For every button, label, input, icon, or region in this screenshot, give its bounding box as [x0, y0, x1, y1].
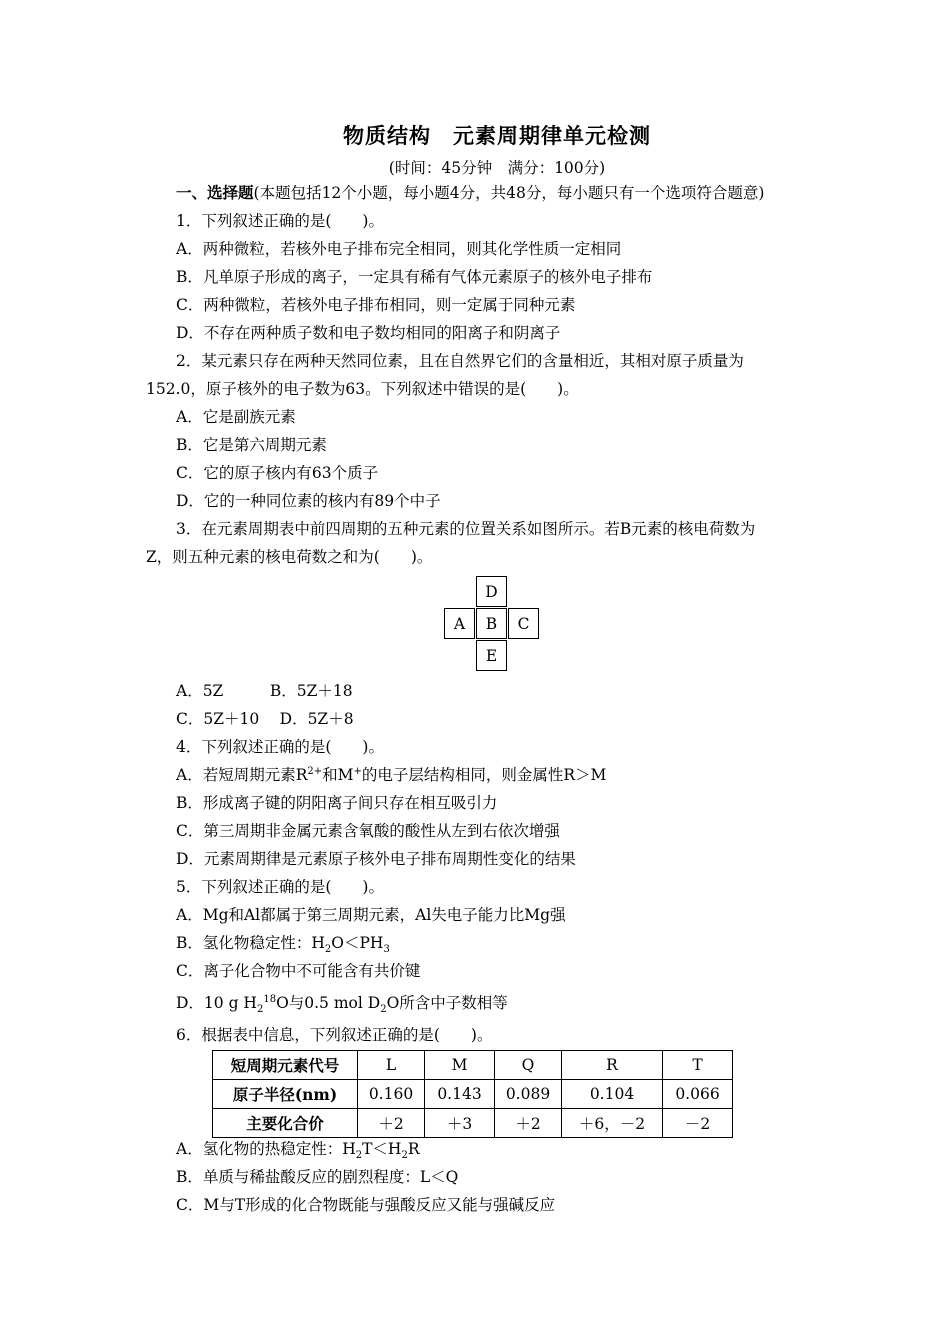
table-row — [213, 1080, 733, 1109]
q1-option-a: A．两种微粒，若核外电子排布完全相同，则其化学性质一定相同 — [176, 240, 622, 258]
element-info-table — [212, 1050, 733, 1138]
q4-option-c: C．第三周期非金属元素含氧酸的酸性从左到右依次增强 — [176, 822, 560, 840]
table-header: T — [663, 1051, 733, 1080]
q5-b-text-mid: O＜PH — [331, 934, 384, 952]
table-header: Q — [495, 1051, 562, 1080]
q1-option-b: B．凡单原子形成的离子，一定具有稀有气体元素原子的核外电子排布 — [176, 268, 653, 286]
q3-stem-line2: Z，则五种元素的核电荷数之和为( )。 — [146, 548, 433, 566]
cell-e: E — [476, 640, 507, 671]
q5-option-d — [176, 993, 508, 1016]
q6-a-text: A．氢化物的热稳定性：H — [176, 1140, 356, 1158]
table-cell: 0.143 — [425, 1080, 495, 1109]
table-header: 短周期元素代号 — [213, 1051, 358, 1080]
section-note: (本题包括12个小题，每小题4分，共48分，每小题只有一个选项符合题意) — [253, 184, 765, 202]
q3-stem-line1: 3．在元素周期表中前四周期的五种元素的位置关系如图所示。若B元素的核电荷数为 — [176, 520, 756, 538]
table-header: R — [562, 1051, 663, 1080]
q2-stem-line1: 2．某元素只存在两种天然同位素，且在自然界它们的含量相近，其相对原子质量为 — [176, 352, 744, 370]
page-title: 物质结构 元素周期律单元检测 — [343, 123, 651, 148]
q2-stem-line2: 152.0，原子核外的电子数为63。下列叙述中错误的是( )。 — [146, 380, 579, 398]
cell-b: B — [476, 608, 507, 639]
table-cell: 主要化合价 — [213, 1109, 358, 1138]
q1-option-c: C．两种微粒，若核外电子排布相同，则一定属于同种元素 — [176, 296, 576, 314]
q1-stem: 1．下列叙述正确的是( )。 — [176, 212, 384, 230]
q6-a-text-end: R — [407, 1140, 420, 1158]
q2-option-d: D．它的一种同位素的核内有89个中子 — [176, 492, 441, 510]
q5-b-text: B．氢化物稳定性：H — [176, 934, 325, 952]
q2-option-a: A．它是副族元素 — [176, 408, 296, 426]
q4-a-text: A．若短周期元素R — [176, 766, 308, 784]
q4-option-d: D．元素周期律是元素原子核外电子排布周期性变化的结果 — [176, 850, 576, 868]
periodic-table-fragment — [444, 576, 540, 672]
q6-option-a — [176, 1139, 420, 1162]
q4-option-a — [176, 765, 606, 785]
q4-a-text-end: 的电子层结构相同，则金属性R＞M — [361, 766, 607, 784]
cell-a: A — [444, 608, 475, 639]
q5-option-c: C．离子化合物中不可能含有共价键 — [176, 962, 421, 980]
table-cell: ＋6，－2 — [562, 1109, 663, 1138]
q6-option-b: B．单质与稀盐酸反应的剧烈程度：L＜Q — [176, 1168, 459, 1186]
q5-d-sub2: 2 — [380, 1004, 387, 1016]
q4-a-charge1: 2+ — [307, 765, 323, 777]
q5-d-text: D．10 g H — [176, 994, 257, 1012]
q4-a-text-mid: 和M — [322, 766, 354, 784]
table-cell: ＋2 — [495, 1109, 562, 1138]
q6-option-c: C．M与T形成的化合物既能与强酸反应又能与强碱反应 — [176, 1196, 556, 1214]
table-cell: 0.089 — [495, 1080, 562, 1109]
q5-option-a: A．Mg和Al都属于第三周期元素，Al失电子能力比Mg强 — [176, 906, 566, 924]
section-label: 一、选择题 — [176, 183, 254, 202]
q5-d-isotope: 18 — [263, 993, 277, 1005]
q1-option-d: D．不存在两种质子数和电子数均相同的阳离子和阴离子 — [176, 324, 561, 342]
q5-b-sub2: 3 — [383, 944, 390, 956]
q5-b-sub1: 2 — [324, 944, 332, 956]
q5-d-text-end: O所含中子数相等 — [386, 994, 508, 1012]
q5-d-sub: 2 — [256, 1004, 264, 1016]
cell-d: D — [476, 576, 507, 607]
q5-d-text-mid: O与0.5 mol D — [276, 994, 381, 1012]
q4-a-charge2: + — [353, 765, 362, 777]
exam-info: (时间：45分钟 满分：100分) — [388, 159, 606, 177]
q2-option-c: C．它的原子核内有63个质子 — [176, 464, 379, 482]
table-header: L — [358, 1051, 425, 1080]
section-heading — [176, 183, 764, 203]
q5-option-b — [176, 933, 390, 956]
table-cell: ＋2 — [358, 1109, 425, 1138]
table-cell: 原子半径(nm) — [213, 1080, 358, 1109]
table-cell: 0.104 — [562, 1080, 663, 1109]
q2-option-b: B．它是第六周期元素 — [176, 436, 327, 454]
q6-a-text-mid: T＜H — [362, 1140, 402, 1158]
q5-stem: 5．下列叙述正确的是( )。 — [176, 878, 384, 896]
table-cell: －2 — [663, 1109, 733, 1138]
q4-stem: 4．下列叙述正确的是( )。 — [176, 738, 384, 756]
q6-a-sub2: 2 — [401, 1150, 408, 1162]
table-cell: ＋3 — [425, 1109, 495, 1138]
q3-options-cd: C．5Z＋10 D．5Z＋8 — [176, 710, 354, 728]
q6-stem: 6．根据表中信息，下列叙述正确的是( )。 — [176, 1026, 493, 1044]
table-header-row — [213, 1051, 733, 1080]
cell-c: C — [508, 608, 539, 639]
table-row — [213, 1109, 733, 1138]
table-header: M — [425, 1051, 495, 1080]
q6-a-sub1: 2 — [355, 1150, 363, 1162]
table-cell: 0.160 — [358, 1080, 425, 1109]
table-cell: 0.066 — [663, 1080, 733, 1109]
q4-option-b: B．形成离子键的阴阳离子间只存在相互吸引力 — [176, 794, 498, 812]
q3-options-ab: A．5Z B．5Z＋18 — [176, 682, 353, 700]
